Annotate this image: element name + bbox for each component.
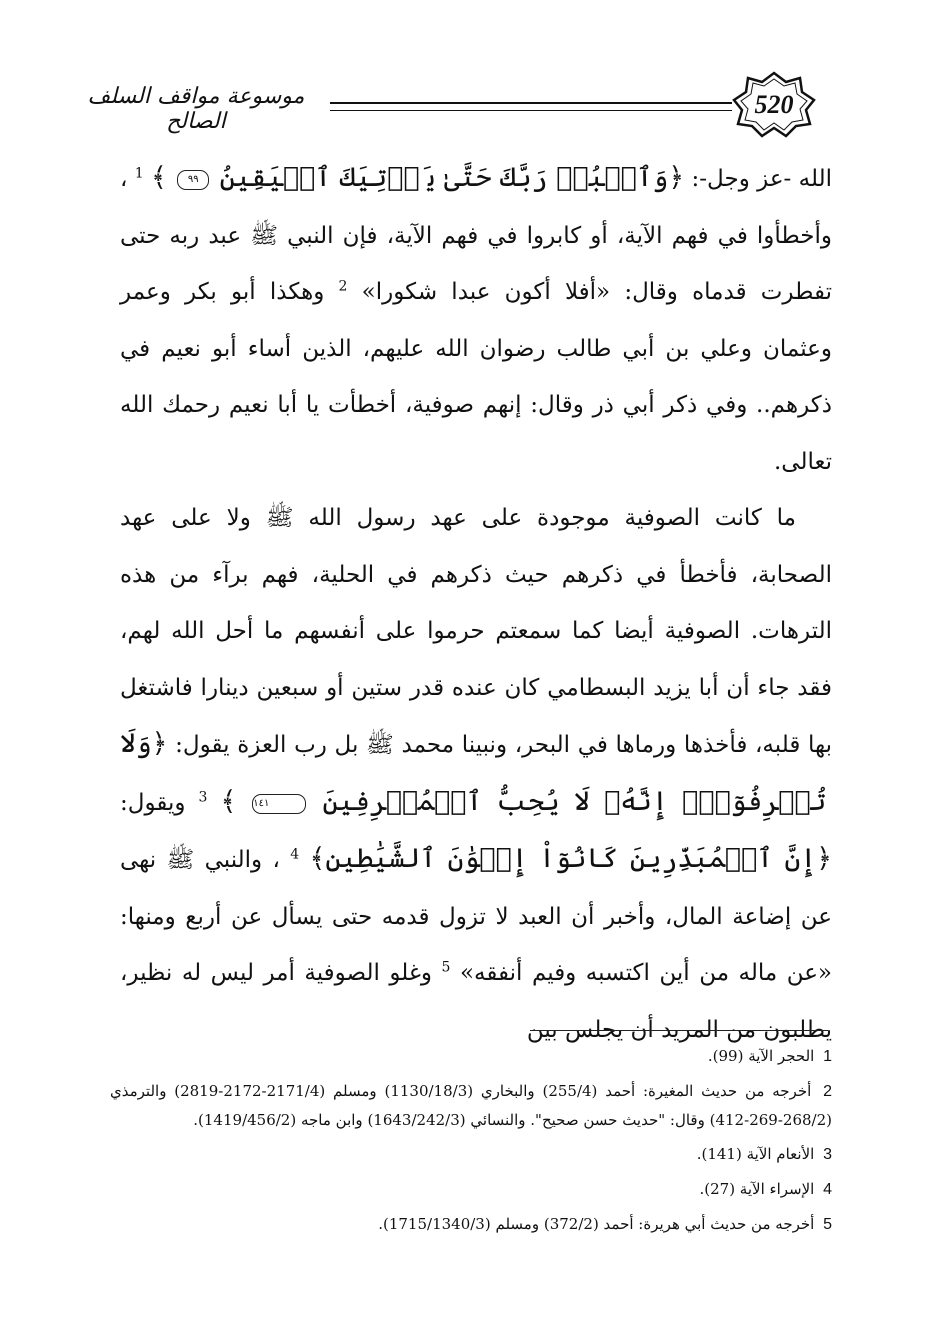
footnote-number: 3 [823,1146,832,1163]
page-number: 520 [754,90,794,119]
book-title: موسوعة مواقف السلف الصالح [87,84,305,134]
main-text [120,150,832,1058]
footnote-separator [530,1030,828,1031]
footnote [110,1077,832,1134]
text-run: ويقول: [120,789,186,816]
footnote-ref: 3 [198,788,208,805]
footnote-text: أخرجه من حديث المغيرة: أحمد (255/4) والبخاري (1130/18/3) ومسلم (2171/4-2172-2819) والترمذي (268/2-269-412) وقال: "حديث حسن صحيح". والنسائي (1643/242/3) وابن ماجه (1419/456/2). [110,1082,832,1129]
footnote-text: الحجر الآية (99). [707,1047,815,1065]
footnote-ref: 1 [134,165,144,182]
footnote [110,1210,832,1239]
header-rule [330,102,732,111]
paragraph-1 [120,150,832,490]
text-run: وهكذا أبو بكر وعمر وعثمان وعلي بن أبي طالب رضوان الله عليهم، الذين أساء أبو نعيم في ذكرهم.. وفي ذكر أبي ذر وقال: إنهم صوفية، أخطأت يا أبا نعيم رحمك الله تعالى. [120,279,832,475]
footnote-number: 4 [823,1181,832,1198]
text-run: الله -عز وجل-: [684,166,833,192]
footnote-text: أخرجه من حديث أبي هريرة: أحمد (372/2) ومسلم (1715/1340/3). [378,1215,815,1233]
paragraph-2 [120,490,832,1058]
page-header [60,70,820,140]
text-run: ، وأخطأوا في فهم الآية، أو كابروا في فهم الآية، فإن النبي ﷺ عبد ربه حتى تفطرت قدماه وقال: «أفلا أكون عبدا شكورا» [120,166,833,305]
text-run: وغلو الصوفية أمر ليس له نظير، يطلبون من المريد أن يجلس بين [120,960,832,1043]
quran-close: ﴾ [151,162,167,193]
footnote [110,1140,832,1169]
footnote-number: 2 [823,1083,832,1100]
page-number-badge [728,70,820,138]
footnotes [110,1042,832,1245]
footnote-text: الأنعام الآية (141). [696,1145,815,1163]
quran-quote: ﴿وَلَا تُسۡرِفُوٓاْۚ إِنَّهُۥ لَا يُحِبُّ ٱلۡمُسۡرِفِينَ [120,728,827,817]
footnote-number: 1 [823,1048,832,1065]
footnote-number: 5 [823,1216,832,1233]
footnote-ref: 4 [290,846,300,863]
text-run: ما كانت الصوفية موجودة على عهد رسول الله ﷺ ولا على عهد الصحابة، فأخطأ في ذكرهم حيث ذكرهم في الحلية، فهم برآء من هذه الترهات. الصوفية أيضا كما سمعتم حرموا على أنفسهم ما أحل الله لهم، فقد جاء أن أبا يزيد البسطامي كان عنده قدر ستين أو سبعين دينارا فاشتغل بها قلبه، فأخذها ورماها في البحر، ونبينا محمد ﷺ بل رب العزة يقول: [120,505,832,758]
footnote-text: الإسراء الآية (27). [699,1180,815,1198]
ayah-number-mark: ١٤١ [252,794,306,814]
footnote [110,1175,832,1204]
footnote-ref: 5 [441,959,451,976]
ayah-number-mark: ٩٩ [177,170,209,190]
footnote [110,1042,832,1071]
text-run: ، والنبي ﷺ نهى عن إضاعة المال، وأخبر أن العبد لا تزول قدمه حتى يسأل عن أربع ومنها: «عن ماله من أين اكتسبه وفيم أنفقه» [120,847,833,986]
quran-quote: ﴿إِنَّ ٱلۡمُبَذِّرِينَ كَانُوٓاْ إِخۡوَٰنَ ٱلشَّيَٰطِينِ﴾ [309,843,833,874]
quran-quote: ﴿وَٱعۡبُدۡ رَبَّكَ حَتَّىٰ يَأۡتِيَكَ ٱلۡيَقِينُ [219,162,685,193]
footnote-ref: 2 [338,278,348,295]
quran-close: ﴾ [220,785,237,817]
